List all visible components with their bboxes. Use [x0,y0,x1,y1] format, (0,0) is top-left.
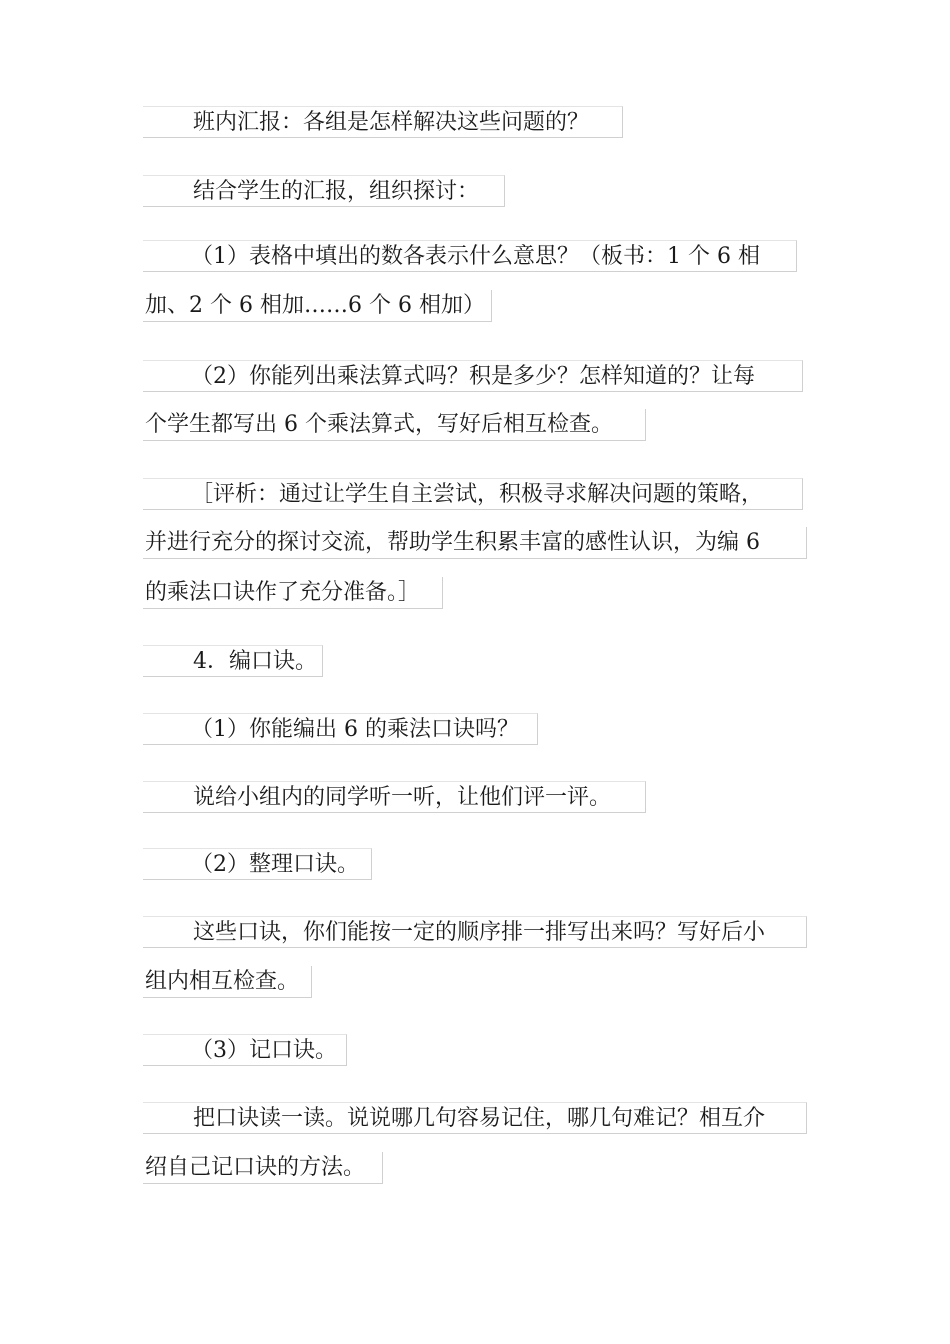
text-line: （3）记口诀。 [143,1034,347,1066]
text-line: （2）你能列出乘法算式吗？积是多少？怎样知道的？让每 [143,360,803,392]
text-line: 加、2 个 6 相加……6 个 6 相加） [143,290,492,322]
text-line: （1）表格中填出的数各表示什么意思？（板书：1 个 6 相 [143,240,797,272]
text-line: 个学生都写出 6 个乘法算式，写好后相互检查。 [143,409,646,441]
text-line: 把口诀读一读。说说哪几句容易记住，哪几句难记？相互介 [143,1102,807,1134]
text-line: 组内相互检查。 [143,966,312,998]
text-line: 班内汇报：各组是怎样解决这些问题的？ [143,106,623,138]
text-line: 说给小组内的同学听一听，让他们评一评。 [143,781,646,813]
text-line: 的乘法口诀作了充分准备。］ [143,577,443,609]
text-line: 并进行充分的探讨交流，帮助学生积累丰富的感性认识，为编 6 [143,527,807,559]
text-line: ［评析：通过让学生自主尝试，积极寻求解决问题的策略， [143,478,803,510]
text-line: （1）你能编出 6 的乘法口诀吗？ [143,713,538,745]
text-line: 这些口诀，你们能按一定的顺序排一排写出来吗？写好后小 [143,916,807,948]
text-line: 绍自己记口诀的方法。 [143,1152,383,1184]
text-line: 4．编口诀。 [143,645,323,677]
text-line: 结合学生的汇报，组织探讨： [143,175,505,207]
text-line: （2）整理口诀。 [143,848,372,880]
